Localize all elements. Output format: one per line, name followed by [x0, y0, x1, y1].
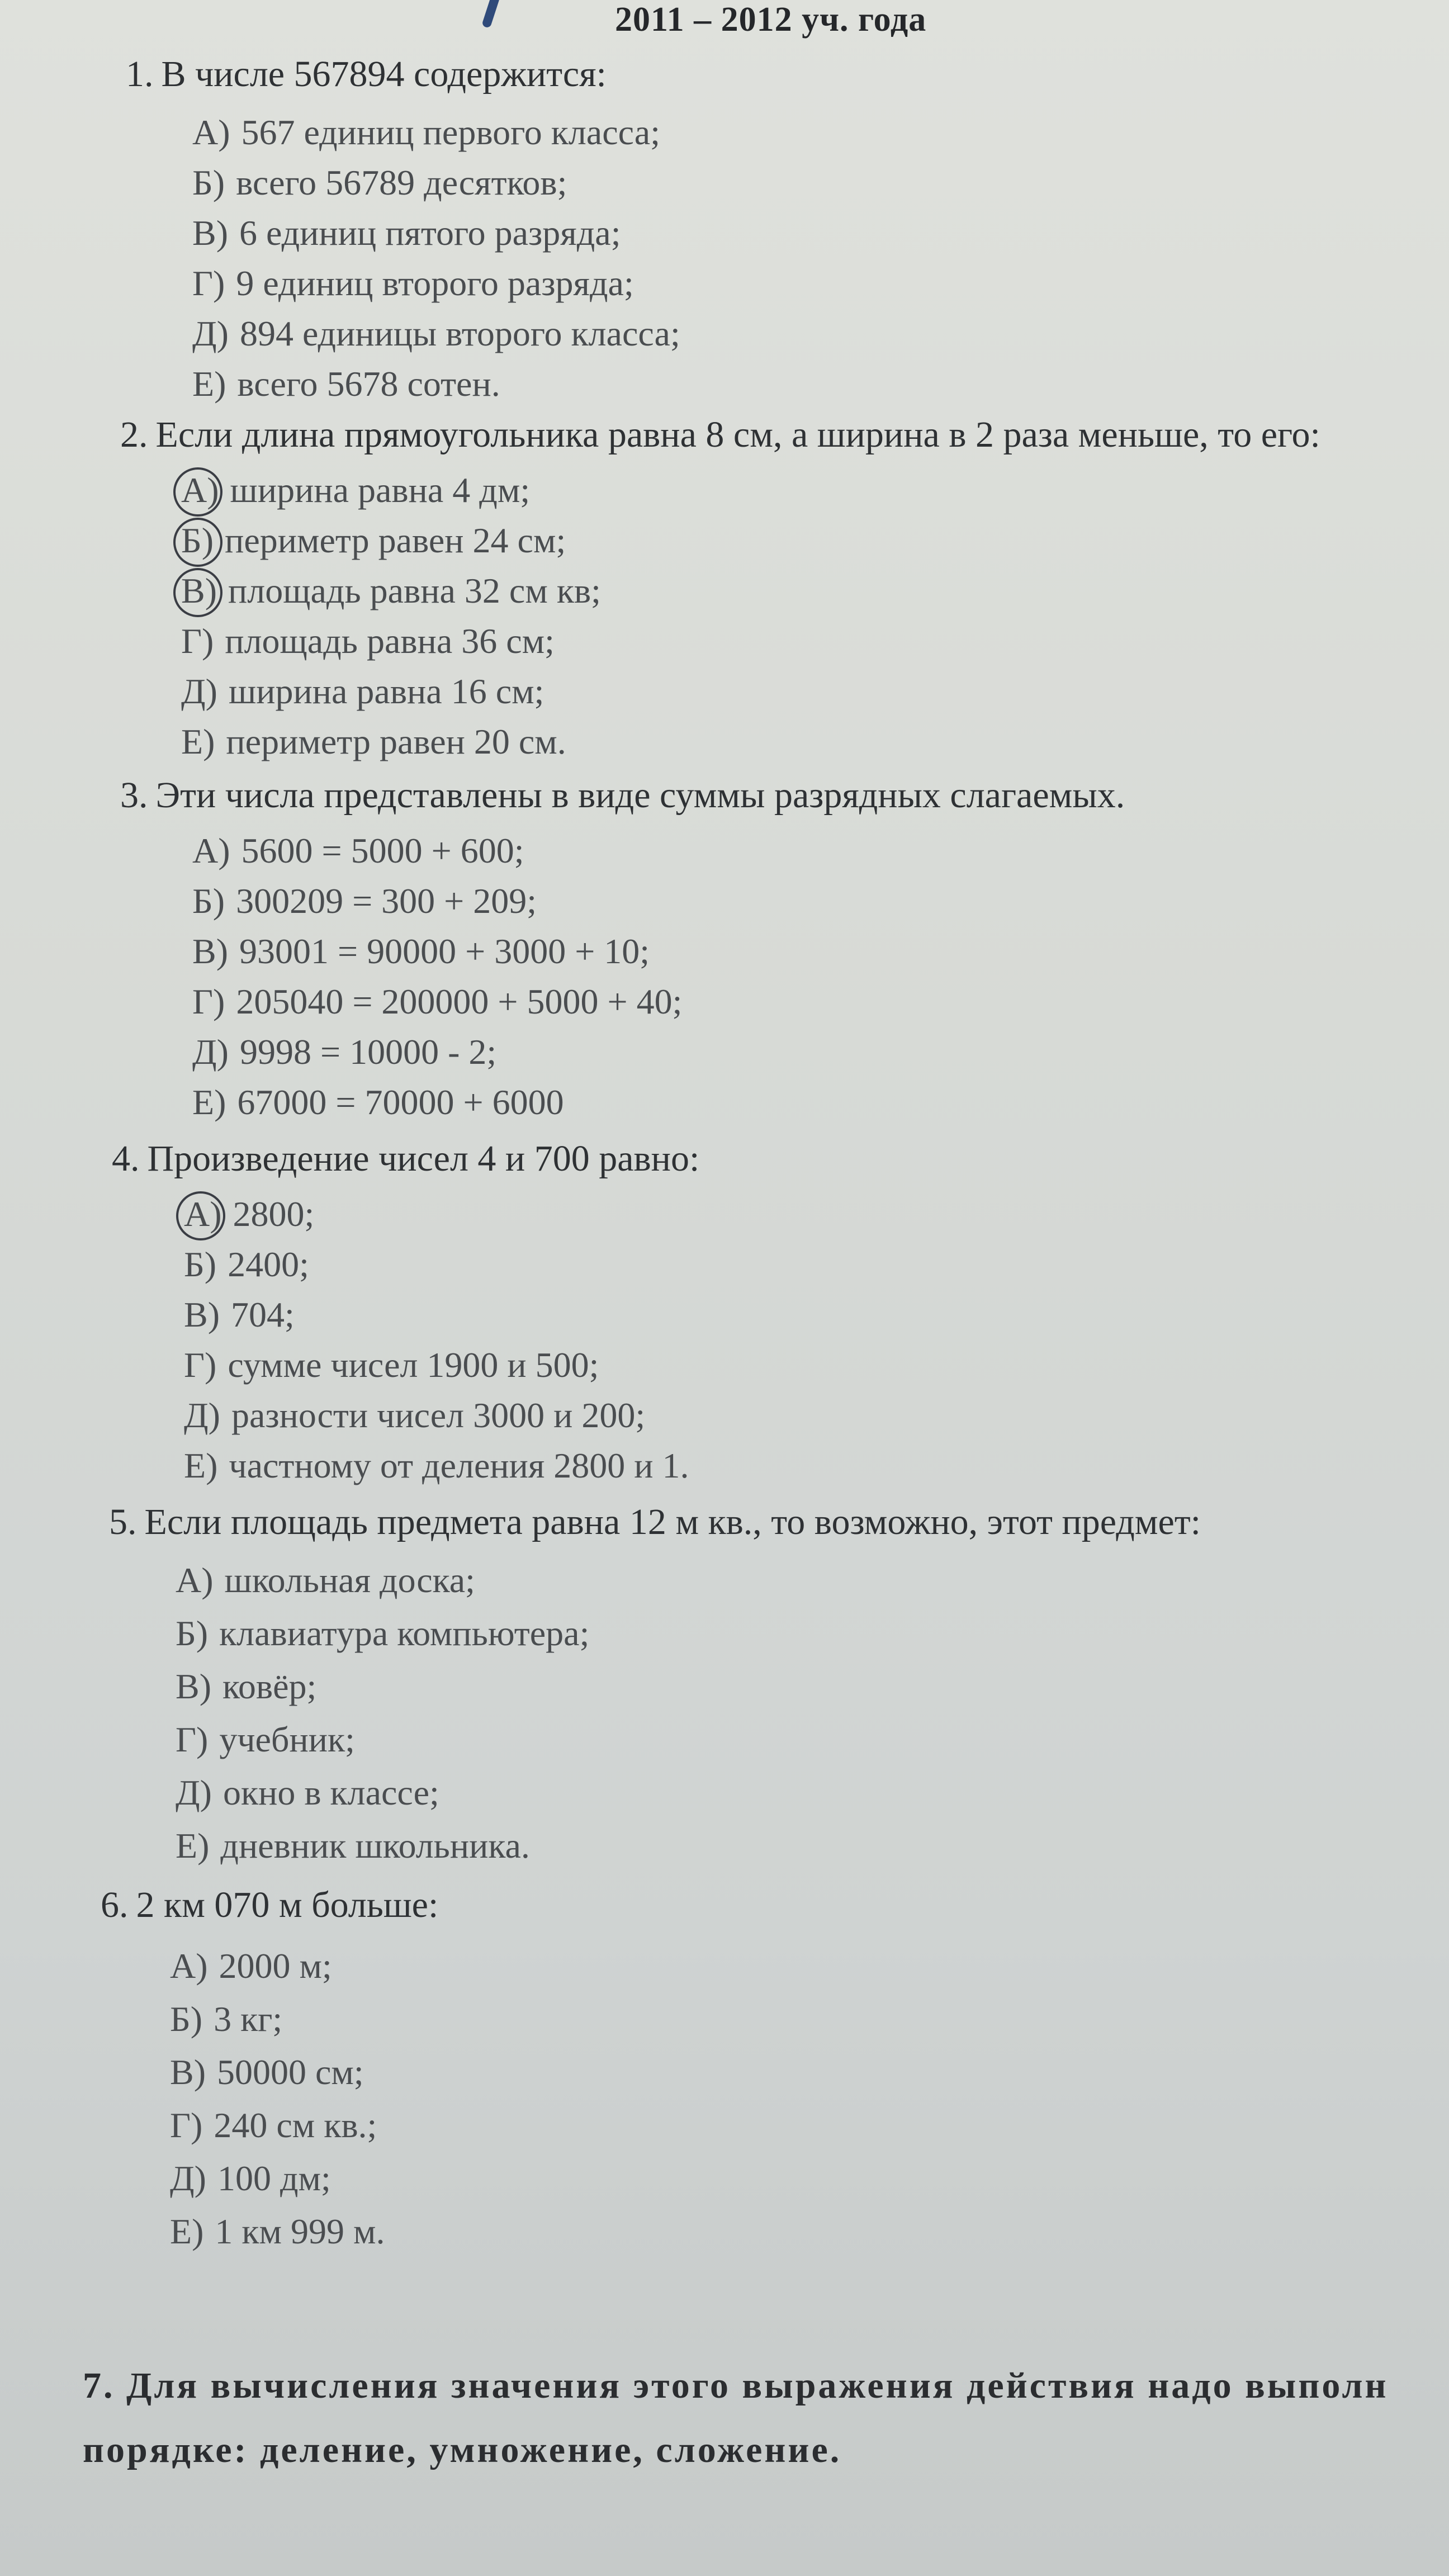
answer-option [182, 1194, 314, 1235]
option-text: 67000 = 70000 + 6000 [237, 1082, 564, 1122]
answer-option [173, 1666, 316, 1707]
answer-option [190, 830, 524, 872]
question-7-line-2: порядке: деление, умножение, сложение. [83, 2430, 842, 2470]
option-letter: Д) [176, 1773, 212, 1812]
answer-option [168, 2052, 364, 2093]
option-text: ширина равна 4 дм; [230, 470, 531, 510]
option-text: 300209 = 300 + 209; [236, 881, 537, 921]
question-1 [126, 53, 607, 96]
option-text: 100 дм; [217, 2158, 331, 2198]
question-text: Если площадь предмета равна 12 м кв., то возможно, этот предмет: [144, 1502, 1201, 1542]
answer-option [182, 1445, 689, 1486]
question-7-line-1: 7. Для вычисления значения этого выражения действия надо выполн [83, 2365, 1389, 2406]
option-letter: Е) [176, 1826, 210, 1865]
option-text: ковёр; [222, 1666, 317, 1706]
option-text: окно в классе; [222, 1773, 439, 1812]
option-letter: В) [176, 1666, 211, 1706]
option-text: периметр равен 24 см; [225, 520, 566, 560]
option-letter: Д) [181, 671, 217, 711]
option-text: 1 км 999 м. [215, 2212, 385, 2251]
option-text: дневник школьника. [220, 1826, 530, 1865]
option-text: периметр равен 20 см. [226, 722, 566, 761]
option-letter: Г) [181, 621, 214, 661]
answer-option [190, 880, 537, 922]
option-letter: Б) [176, 1613, 209, 1653]
option-text: 50000 см; [217, 2052, 364, 2092]
option-text: 894 единицы второго класса; [239, 314, 680, 353]
option-letter: В) [192, 213, 228, 253]
option-letter: В) [170, 2052, 206, 2092]
option-letter: А) [176, 1560, 214, 1600]
answer-option [179, 671, 544, 712]
option-text: 9 единиц второго разряда; [236, 263, 634, 303]
answer-option [190, 981, 682, 1022]
circled-option-letter: А) [182, 1194, 224, 1235]
option-letter: Г) [184, 1345, 217, 1385]
answer-option [173, 1772, 439, 1813]
question-number: 4. [112, 1138, 140, 1179]
option-text: 6 единиц пятого разряда; [239, 213, 621, 253]
option-text: площадь равна 32 см кв; [228, 571, 601, 610]
option-letter: Г) [170, 2105, 203, 2145]
option-text: частному от деления 2800 и 1. [229, 1446, 689, 1485]
answer-option [190, 1031, 496, 1073]
option-text: учебник; [219, 1720, 355, 1759]
option-letter: Е) [192, 1082, 226, 1122]
answer-option [182, 1244, 309, 1285]
option-text: клавиатура компьютера; [219, 1613, 590, 1653]
question-5 [109, 1501, 1201, 1543]
question-text: Эти числа представлены в виде суммы разрядных слагаемых. [155, 775, 1125, 816]
answer-option [168, 1999, 282, 2040]
answer-option [179, 721, 566, 763]
answer-option [179, 570, 601, 612]
answer-option [179, 621, 555, 662]
answer-option [168, 2211, 385, 2252]
option-letter: Е) [170, 2212, 204, 2251]
answer-option [190, 162, 567, 203]
pen-mark [481, 0, 500, 29]
answer-option [190, 112, 660, 153]
option-letter: Д) [170, 2158, 206, 2198]
answer-option [190, 363, 500, 405]
answer-option [168, 1945, 332, 1987]
question-number: 5. [109, 1502, 137, 1542]
option-text: сумме чисел 1900 и 500; [228, 1345, 599, 1385]
option-letter: В) [184, 1295, 220, 1334]
answer-option [173, 1613, 589, 1654]
answer-option [179, 470, 530, 511]
answer-option [190, 263, 634, 304]
circled-option-letter: Б) [179, 520, 216, 561]
question-number: 3. [120, 775, 148, 816]
option-letter: А) [192, 112, 230, 152]
option-letter: Д) [184, 1395, 220, 1435]
option-text: 240 см кв.; [214, 2105, 377, 2145]
option-text: ширина равна 16 см; [228, 671, 544, 711]
answer-option [190, 931, 650, 972]
answer-option [190, 313, 680, 354]
question-text: В числе 567894 содержится: [161, 54, 607, 94]
option-letter: Д) [192, 1032, 229, 1072]
page-header: 2011 – 2012 уч. года [615, 1, 927, 39]
option-letter: Г) [192, 263, 225, 303]
option-letter: Д) [192, 314, 229, 353]
question-number: 6. [101, 1884, 129, 1925]
option-letter: Б) [170, 1999, 203, 2039]
question-4 [112, 1138, 699, 1180]
option-text: всего 56789 десятков; [236, 163, 567, 202]
question-text: Если длина прямоугольника равна 8 см, а ширина в 2 раза меньше, то его: [155, 414, 1320, 455]
option-text: 5600 = 5000 + 600; [241, 831, 524, 870]
answer-option [190, 1082, 564, 1123]
answer-option [173, 1719, 355, 1760]
option-text: 3 кг; [214, 1999, 283, 2039]
question-number: 1. [126, 54, 154, 94]
option-text: 2000 м; [219, 1946, 332, 1986]
answer-option [182, 1395, 645, 1436]
option-text: 2400; [228, 1244, 309, 1284]
answer-option [173, 1560, 475, 1601]
answer-option [173, 1825, 530, 1867]
circled-option-letter: В) [179, 570, 219, 612]
option-letter: Е) [192, 364, 226, 404]
option-letter: Е) [181, 722, 215, 761]
option-letter: Б) [184, 1244, 217, 1284]
answer-option [168, 2105, 377, 2146]
option-letter: Б) [192, 881, 225, 921]
option-text: всего 5678 сотен. [237, 364, 500, 404]
question-number: 2. [120, 414, 148, 455]
option-text: 567 единиц первого класса; [241, 112, 660, 152]
option-letter: А) [192, 831, 230, 870]
option-text: площадь равна 36 см; [225, 621, 555, 661]
answer-option [190, 212, 621, 254]
option-text: 93001 = 90000 + 3000 + 10; [239, 931, 650, 971]
answer-option [179, 520, 566, 561]
answer-option [168, 2158, 331, 2199]
option-letter: Г) [176, 1720, 209, 1759]
question-text: 2 км 070 м больше: [136, 1884, 439, 1925]
option-letter: А) [170, 1946, 208, 1986]
option-letter: Е) [184, 1446, 218, 1485]
option-letter: В) [192, 931, 228, 971]
answer-option [182, 1344, 599, 1386]
option-text: разности чисел 3000 и 200; [231, 1395, 646, 1435]
option-text: 2800; [233, 1194, 315, 1234]
answer-option [182, 1294, 295, 1336]
circled-option-letter: А) [179, 470, 221, 511]
question-text: Произведение чисел 4 и 700 равно: [147, 1138, 700, 1179]
option-letter: Г) [192, 982, 225, 1021]
option-letter: Б) [192, 163, 225, 202]
option-text: 205040 = 200000 + 5000 + 40; [236, 982, 683, 1021]
option-text: школьная доска; [224, 1560, 475, 1600]
option-text: 9998 = 10000 - 2; [239, 1032, 497, 1072]
question-6 [101, 1884, 438, 1926]
question-3 [120, 774, 1125, 817]
question-2 [120, 414, 1320, 456]
option-text: 704; [231, 1295, 295, 1334]
